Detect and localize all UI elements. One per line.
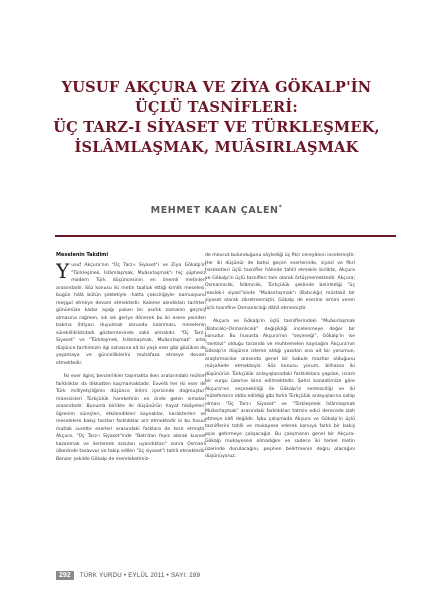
- author-name: MEHMET KAAN ÇALEN: [150, 205, 279, 217]
- title-divider: [55, 235, 396, 237]
- title-line-1: YUSUF AKÇURA VE ZİYA GÖKALP'İN: [61, 79, 372, 96]
- paragraph: İki eser ilginç benzerlikler taşımakta iken aralarındaki mühim farklılıklar da dikkatten kaçmamaktadır. Evvelâ her iki eser de Türk milliyetçiliğinin düşünce iklimi içerisinde doğmuştur; müessisleri Türkçülük hareketinin en önde gelen simaları arasındadır. Bununla birlikte iki düşünürün hayat hikâyeleri, öğrenim süreçleri, etkilendikleri kaynaklar, karakterleri ve meselelere bakış tarzları farklılıklar arz etmektedir ki bu husus mutlak surette eserleri arasındaki farklara da tesir etmiştir. Akçura, "Üç Tarz-ı Siyaset"inde "Batı'dan feyiz alarak kuvvet kazanmak ve ilerlemek arzuları uyandıktan" sonra Osmanlı ülkesinde tasavvur ve takip edilen "üç siyaset"i tahlil etmektedir. Benzer şekilde Gökalp de memleketimiz-: [56, 374, 206, 462]
- drop-cap: Y: [56, 259, 70, 283]
- paragraph-text: usuf Akçura'nın "Üç Tarz-ı Siyaset"i ve Ziya Gökalp'in "Türkleşmek, İslâmlaşmak, Muâsırlaşmak"ı hiç şüphesiz modern Türk düşüncesinin en önemli metinleri arasındadır. Söz konusu iki metin taalluk ettiği kimlik meselesi, bugün hâlâ bütün şiddetiyle -hatta çekiciliğiyle- kamuoyunu meşgul etmeye devam etmektedir. Kaleme alındıkları tarihten günümüze kadar aşağı yukarı bir asırlık zamanın geçmiş olmasına rağmen, sık sık geriye dönerek bu iki esere yeniden bakma ihtiyacı duyulmak zorunda kalınması, meselenin sürekliliklistidadı göstermesinde saklı olmalıdır. "Üç Tarz-ı Siyaset" ve "Türkleşmek, İslâmlaşmak, Muâsırlaşmak" artık düşünce tarihimizin ilgi sahasına ait iki yaşlı eser gibi gözükse de yaşamaya ve güncelliklerini muhafaza etmeye devam etmektedir.: [56, 263, 206, 366]
- title-line-2: ÜÇLÜ TASNİFLERİ:: [135, 99, 298, 116]
- paragraph: de mevcut bulunduğunu söylediği üç fikir cereyânını incelemiştir. Her iki düşünür de bahsi geçen eserlerinde, siyasî ve fikrî hareketleri üçlü tasnifler hâlinde tahlil etmekle birlikte, Akçura ve Gökalp'in üçlü tasnifleri tam olarak örtüşmemektedir. Akçura; Osmanlıcılık, İslâmcılık, Türkçülük şeklinde belirlediği "üç meslek-i siyasî"sinde "Muâsırlaşmak"ı (Batıcılığı) müstakil bir siyaset olarak zikretmemiştir. Gökalp de eserine ismini veren üçlü tasnifine Osmanlıcılığı dâhil etmemiştir.: [205, 253, 355, 311]
- page-number: 292: [56, 571, 74, 580]
- article-title: [0, 78, 433, 158]
- left-column: [56, 252, 206, 469]
- section-heading: Meselenin Takdimi: [56, 252, 109, 258]
- title-line-3: ÜÇ TARZ-I SİYASET VE TÜRKLEŞMEK,: [53, 119, 380, 136]
- paragraph: Akçura ve Gökalp'in üçlü tasniflerindeki "Muâsırlaşmak (Batıcılık)-Osmanlıcılık" değişikliği incelenmeye değer bir konudur. Bu hususta Akçura'nın "seçeneği", Gökalp'in ise "sentezi" olduğu tarzında ve muhtemelen kaynağını Akçura'nın Gökalp'in düşünce izleme aldığı yazıdan ona ait bir yorumun, araştırmacılar arasında genel bir kabule mazhar olduğunu müşahede etmekteyiz. Söz konusu yorum, bilhassa iki düşünürün Türkçülük anlayışlarındaki farklılıklara yapılan, israrlı bir vurgu üzerine bina edilmektedir. Şahsî kanaatimize göre Akçura'nın seçenekliliği ile Gökalp'in sentezciliği ve iki müteferkirin iddia edildiği gibi farklı Türkçülük anlayışlarına sahip olması "Üç Tarz-ı Siyaset" ve "Türkleşmek İslâmlaşmak Muâsırlaşmak" arasındaki farklılıkları tatmin edici derecede izah etmeye kâfi değildir. İşbu çalışmada Akçura ve Gökalp'in üçlü tasniflerini tahlil ve mukayese ederek konuya farklı bir bakış açısı getirmeye çalışacağız. Bu çalışmanın genel bir Akçura-Gökalp mukayesesi olmadığını ve sadece iki temel metin üzerinde durulacağını, peşinen belirtmenin doğru olacağını düşünüyoruz.: [205, 319, 355, 459]
- author-footnote-mark[interactable]: *: [278, 204, 283, 211]
- journal-citation: TÜRK YURDU • EYLÜL 2011 • SAYI: 289: [79, 572, 201, 579]
- right-column: [205, 252, 355, 467]
- paragraph: [56, 259, 206, 367]
- page-footer: [56, 571, 200, 580]
- title-line-4: İSLÂMLAŞMAK, MUÂSIRLAŞMAK: [74, 139, 359, 156]
- author-line: [0, 204, 433, 216]
